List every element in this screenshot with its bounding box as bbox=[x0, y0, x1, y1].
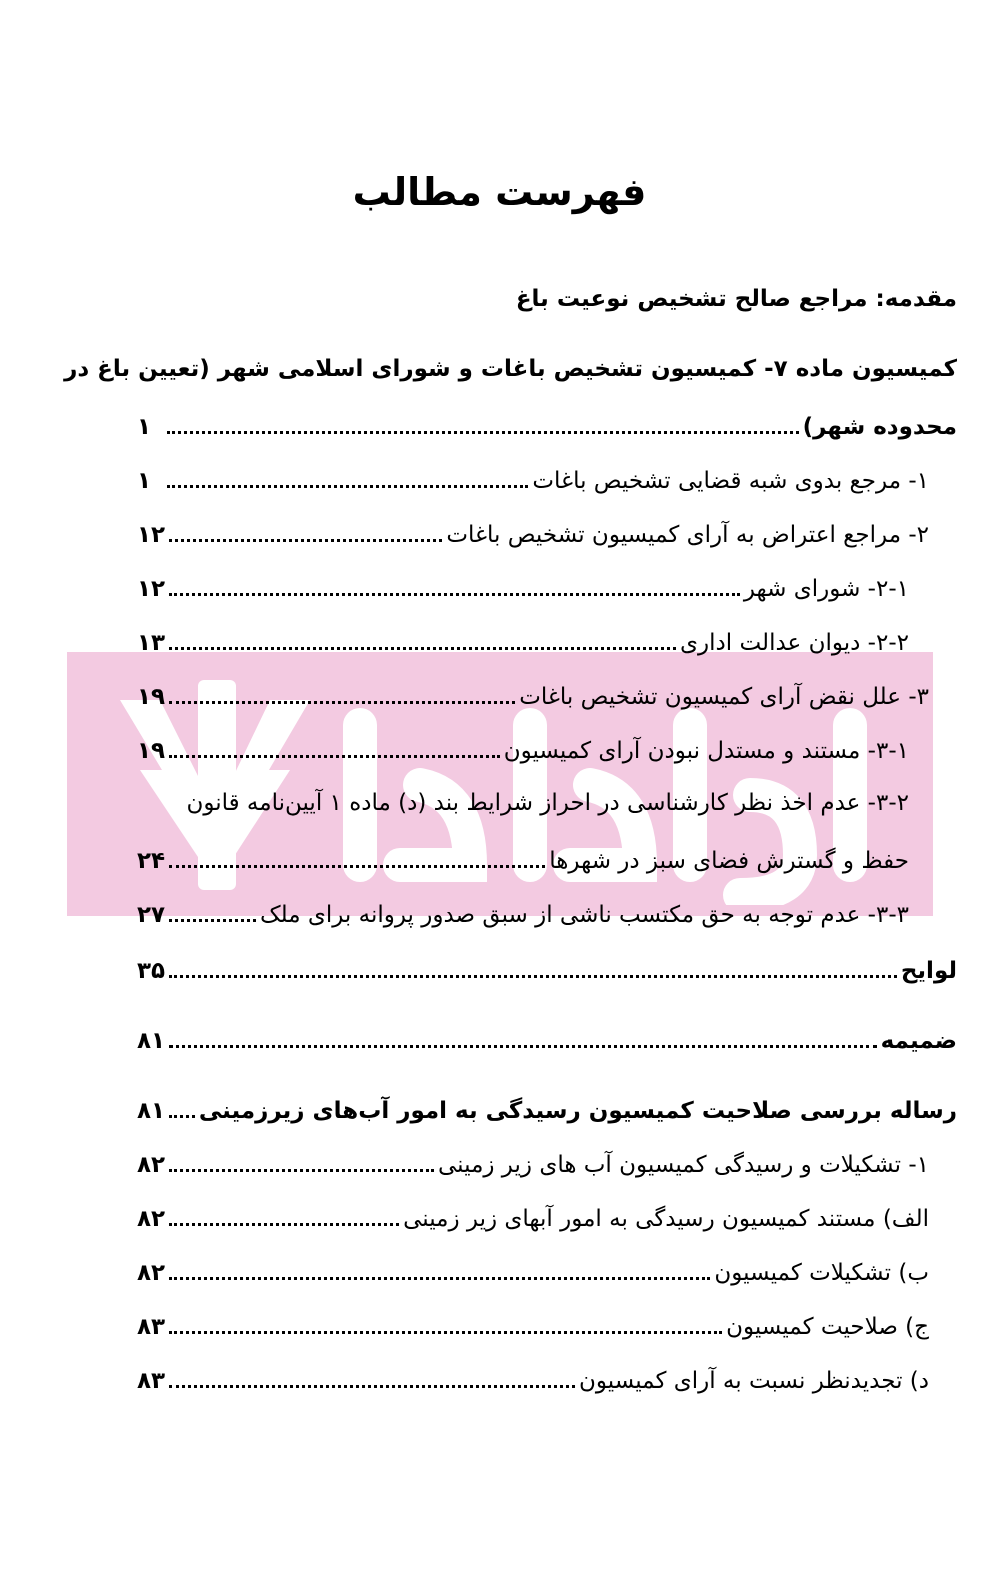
toc-label: ۳-۱- مستند و مستدل نبودن آرای کمیسیون bbox=[503, 738, 909, 764]
toc-label: ۱- مرجع بدوی شبه قضایی تشخیص باغات bbox=[532, 468, 929, 494]
leader-dots bbox=[169, 865, 545, 868]
toc-entry-s1 bbox=[137, 452, 929, 496]
toc-label: ضمیمه bbox=[880, 1028, 957, 1054]
toc-entry-t-be bbox=[137, 1244, 929, 1288]
leader-dots bbox=[169, 1331, 722, 1334]
toc-article7-line1: کمیسیون ماده ۷- کمیسیون تشخیص باغات و شورای اسلامی شهر (تعیین باغ در bbox=[64, 356, 957, 382]
toc-label: ۳- علل نقض آرای کمیسیون تشخیص باغات bbox=[519, 684, 929, 710]
toc-entry-s3 bbox=[137, 668, 929, 712]
toc-label: د) تجدیدنظر نسبت به آرای کمیسیون bbox=[578, 1368, 929, 1394]
toc-label: ۲-۲- دیوان عدالت اداری bbox=[680, 630, 909, 656]
toc-label: رساله بررسی صلاحیت کمیسیون رسیدگی به امور آب‌های زیرزمینی bbox=[198, 1098, 957, 1124]
toc-page-number: ۱ bbox=[137, 414, 152, 440]
leader-dots bbox=[169, 1223, 399, 1226]
toc-entry-article7 bbox=[137, 398, 957, 442]
toc-page-number: ۸۲ bbox=[137, 1260, 166, 1286]
toc-page-number: ۸۱ bbox=[137, 1028, 166, 1054]
toc-label: ب) تشکیلات کمیسیون bbox=[714, 1260, 929, 1286]
toc-label: ج) صلاحیت کمیسیون bbox=[726, 1314, 929, 1340]
leader-dots bbox=[169, 701, 515, 704]
leader-dots bbox=[167, 485, 528, 488]
toc-page-number: ۱۹ bbox=[137, 684, 166, 710]
toc-entry-s2-2 bbox=[137, 614, 909, 658]
toc-label: الف) مستند کمیسیون رسیدگی به امور آبهای زیر زمینی bbox=[403, 1206, 929, 1232]
toc-label: لوایح bbox=[900, 958, 957, 984]
leader-dots bbox=[169, 647, 676, 650]
toc-page-number: ۸۲ bbox=[137, 1206, 166, 1232]
toc-page-number: ۸۲ bbox=[137, 1152, 166, 1178]
leader-dots bbox=[169, 975, 897, 978]
leader-dots bbox=[169, 1169, 434, 1172]
toc-page-number: ۱۲ bbox=[137, 576, 166, 602]
leader-dots bbox=[169, 1277, 710, 1280]
toc-entry-t1 bbox=[137, 1136, 929, 1180]
leader-dots bbox=[169, 919, 256, 922]
toc-entry-t-dal bbox=[137, 1352, 929, 1396]
toc-entry-s2-1 bbox=[137, 560, 909, 604]
toc-page-number: ۱ bbox=[137, 468, 152, 494]
leader-dots bbox=[169, 539, 442, 542]
toc-page-number: ۲۴ bbox=[137, 848, 166, 874]
toc-page-number: ۱۳ bbox=[137, 630, 166, 656]
leader-dots bbox=[169, 1115, 195, 1118]
toc-label: حفظ و گسترش فضای سبز در شهرها bbox=[549, 848, 909, 874]
toc-s3-2-line1: ۳-۲- عدم اخذ نظر کارشناسی در احراز شرایط بند (د) ماده ۱ آیین‌نامه قانون bbox=[186, 790, 909, 816]
toc-page-number: ۸۳ bbox=[137, 1368, 166, 1394]
toc-entry-t-jim bbox=[137, 1298, 929, 1342]
toc-label: ۳-۳- عدم توجه به حق مکتسب ناشی از سبق صدور پروانه برای ملک bbox=[260, 902, 909, 928]
toc-entry-lavayeh bbox=[137, 942, 957, 986]
toc-label: محدوده شهر) bbox=[802, 414, 957, 440]
toc-entry-treatise bbox=[137, 1082, 957, 1126]
leader-dots bbox=[169, 593, 740, 596]
toc-label: ۱- تشکیلات و رسیدگی کمیسیون آب های زیر زمینی bbox=[438, 1152, 929, 1178]
toc-entry-zamimeh bbox=[137, 1012, 957, 1056]
page-title: فهرست مطالب bbox=[352, 170, 647, 214]
leader-dots bbox=[169, 755, 500, 758]
toc-label: ۲- مراجع اعتراض به آرای کمیسیون تشخیص باغات bbox=[446, 522, 929, 548]
toc-entry-s3-2 bbox=[137, 832, 909, 876]
leader-dots bbox=[169, 1385, 575, 1388]
toc-intro: مقدمه: مراجع صالح تشخیص نوعیت باغ bbox=[515, 286, 957, 312]
toc-page-number: ۸۱ bbox=[137, 1098, 166, 1124]
leader-dots bbox=[167, 431, 799, 434]
toc-entry-t-alef bbox=[137, 1190, 929, 1234]
toc-page-number: ۱۲ bbox=[137, 522, 166, 548]
toc-page-number: ۲۷ bbox=[137, 902, 166, 928]
toc-entry-s3-1 bbox=[137, 722, 909, 766]
toc-entry-s2 bbox=[137, 506, 929, 550]
toc-page-number: ۱۹ bbox=[137, 738, 166, 764]
toc-entry-s3-3 bbox=[137, 886, 909, 930]
toc-page-number: ۳۵ bbox=[137, 958, 166, 984]
toc-label: ۲-۱- شورای شهر bbox=[743, 576, 909, 602]
leader-dots bbox=[169, 1045, 877, 1048]
toc-page-number: ۸۳ bbox=[137, 1314, 166, 1340]
